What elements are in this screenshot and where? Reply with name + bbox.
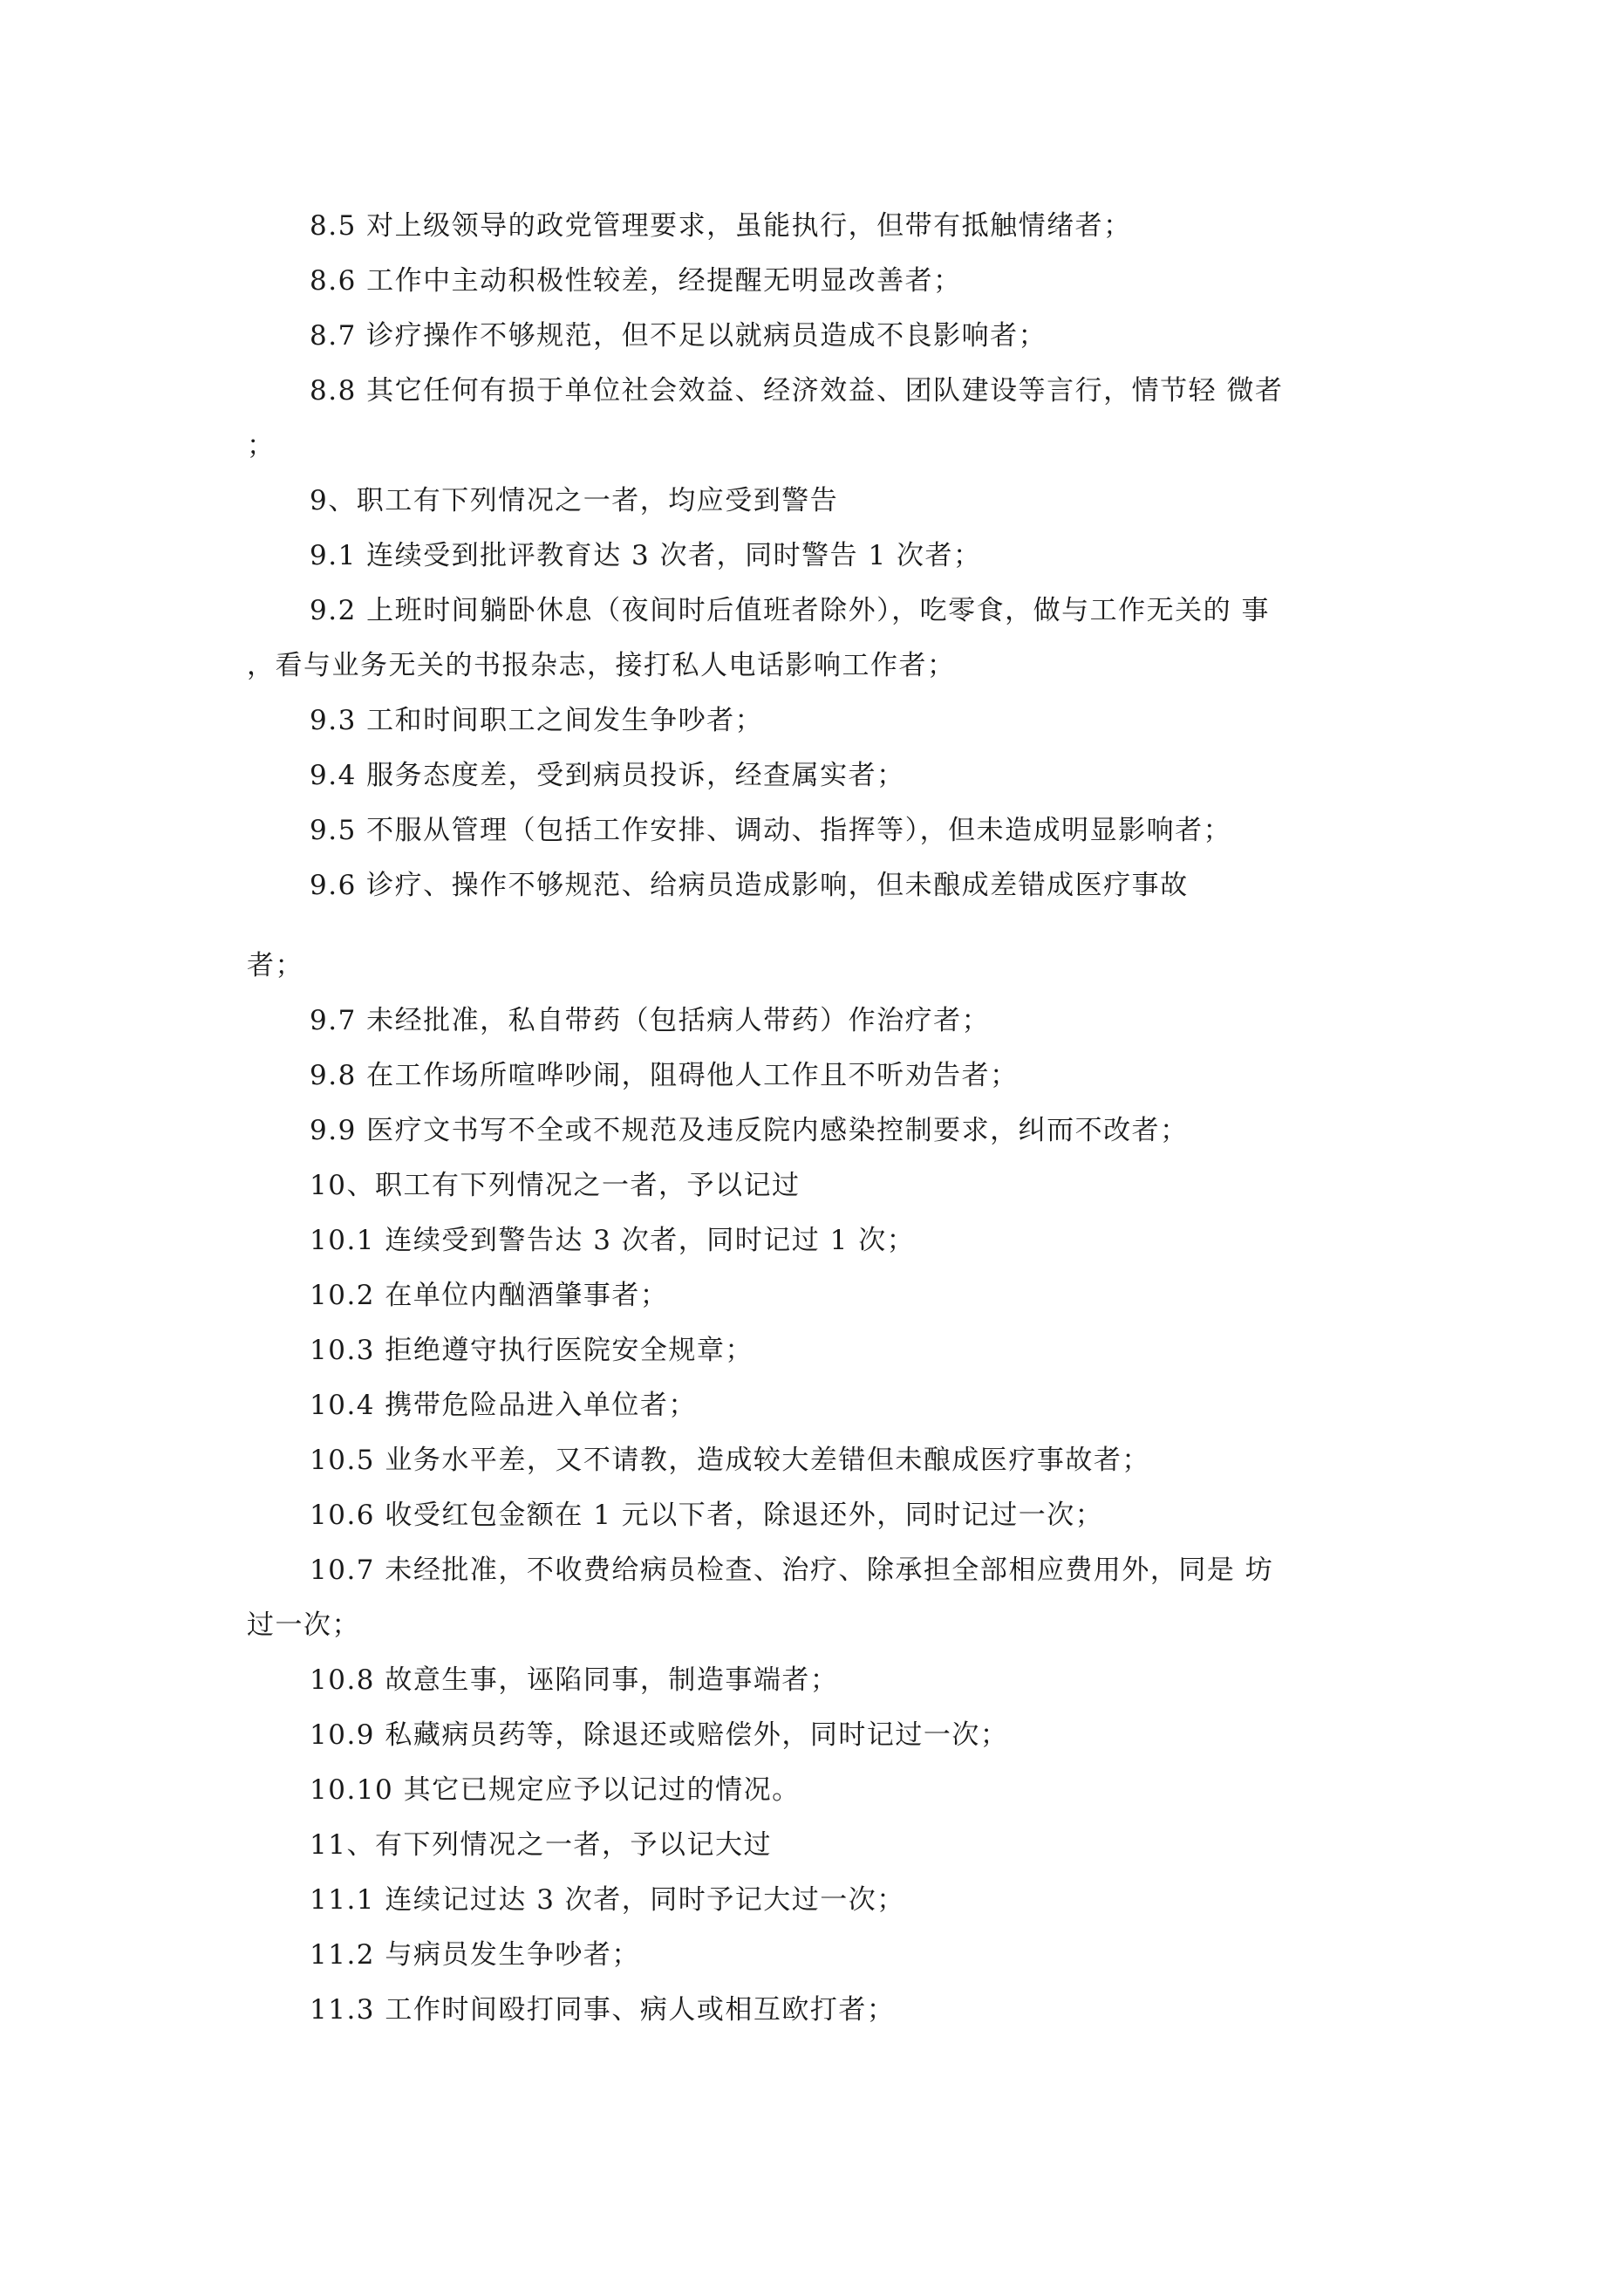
text-line: ； <box>247 430 276 461</box>
text-line: 9.4 服务态度差，受到病员投诉，经查属实者； <box>310 760 905 791</box>
text-line: 8.7 诊疗操作不够规范，但不足以就病员造成不良影响者； <box>310 320 1047 352</box>
text-line: 10.9 私藏病员药等，除退还或赔偿外，同时记过一次； <box>310 1719 1009 1751</box>
text-line: 8.8 其它任何有损于单位社会效益、经济效益、团队建设等言行，情节轻 微者 <box>310 375 1284 407</box>
text-line: 9.9 医疗文书写不全或不规范及违反院内感染控制要求，纠而不改者； <box>310 1115 1189 1146</box>
text-line: 10.2 在单位内酗酒肇事者； <box>310 1280 669 1311</box>
text-line: 10.4 携带危险品进入单位者； <box>310 1390 697 1421</box>
text-line: 11.3 工作时间殴打同事、病人或相互欧打者； <box>310 1994 896 2026</box>
text-line: 11.1 连续记过达 3 次者，同时予记大过一次； <box>310 1884 905 1916</box>
text-line: 10.6 收受红包金额在 1 元以下者，除退还外，同时记过一次； <box>310 1500 1104 1531</box>
section-heading: 9、职工有下列情况之一者，均应受到警告 <box>310 485 839 516</box>
text-line: 9.2 上班时间躺卧休息（夜间时后值班者除外），吃零食，做与工作无关的 事 <box>310 595 1271 626</box>
text-line: 10.5 业务水平差，又不请教，造成较大差错但未酿成医疗事故者； <box>310 1445 1150 1476</box>
section-heading: 10、职工有下列情况之一者，予以记过 <box>310 1170 801 1201</box>
text-line: 10.1 连续受到警告达 3 次者，同时记过 1 次； <box>310 1225 916 1256</box>
text-line: 9.7 未经批准，私自带药（包括病人带药）作治疗者； <box>310 1005 991 1036</box>
text-line: 9.6 诊疗、操作不够规范、给病员造成影响，但未酿成差错成医疗事故 <box>310 870 1189 901</box>
text-line: 9.5 不服从管理（包括工作安排、调动、指挥等），但未造成明显影响者； <box>310 815 1232 846</box>
text-line: 10.3 拒绝遵守执行医院安全规章； <box>310 1335 754 1366</box>
text-line: 9.8 在工作场所喧哗吵闹，阻碍他人工作且不听劝告者； <box>310 1060 1019 1091</box>
text-line: 11.2 与病员发生争吵者； <box>310 1939 640 1971</box>
text-line: 9.1 连续受到批评教育达 3 次者，同时警告 1 次者； <box>310 540 982 571</box>
text-line: 者； <box>247 950 303 981</box>
text-line: 过一次； <box>247 1609 360 1641</box>
text-line: 8.5 对上级领导的政党管理要求，虽能执行，但带有抵触情绪者； <box>310 210 1132 242</box>
text-line: 10.7 未经批准，不收费给病员检查、治疗、除承担全部相应费用外，同是 坊 <box>310 1555 1274 1586</box>
text-line: 10.8 故意生事，诬陷同事，制造事端者； <box>310 1664 839 1696</box>
text-line: 9.3 工和时间职工之间发生争吵者； <box>310 705 764 736</box>
section-heading: 11、有下列情况之一者，予以记大过 <box>310 1829 772 1861</box>
text-line: ，看与业务无关的书报杂志，接打私人电话影响工作者； <box>247 650 956 681</box>
text-line: 10.10 其它已规定应予以记过的情况。 <box>310 1774 801 1806</box>
text-line: 8.6 工作中主动积极性较差，经提醒无明显改善者； <box>310 265 962 297</box>
